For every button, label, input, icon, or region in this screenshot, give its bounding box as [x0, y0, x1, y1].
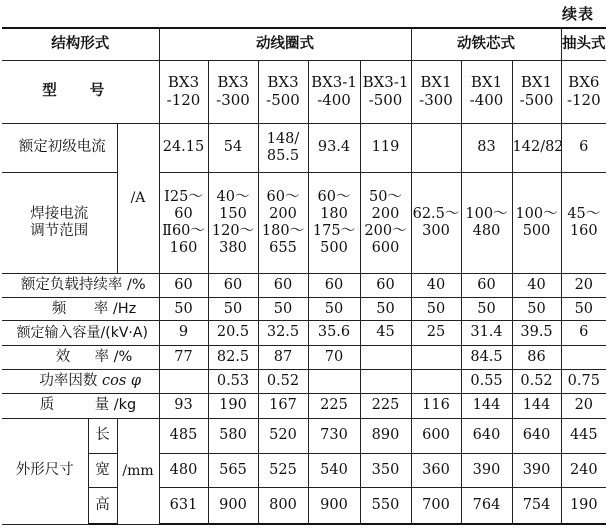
model-line: -400: [469, 90, 504, 109]
frequency-label: [2, 298, 159, 321]
weld-range-cell: [561, 172, 606, 274]
weld-range-line: 180: [320, 205, 348, 222]
height-cell: 800: [258, 488, 308, 524]
primary-current-cell: [561, 123, 606, 172]
weld-range-cell: [461, 172, 512, 274]
model-cell: [159, 60, 208, 123]
duty-cycle-cell: 40: [411, 274, 461, 298]
model-cell: [258, 60, 308, 123]
length-cell: 640: [461, 418, 512, 453]
model-line: -120: [166, 90, 201, 109]
efficiency-cell: [411, 345, 461, 369]
mass-cell: 93: [159, 393, 208, 418]
model-label: 型 号: [2, 60, 159, 123]
efficiency-label-a: 效: [55, 348, 71, 365]
power-factor-label: [2, 369, 159, 393]
input-capacity-cell: 31.4: [461, 321, 512, 346]
length-cell: 520: [258, 418, 308, 453]
weld-range-cell: [258, 172, 308, 274]
primary-current-cell: [461, 123, 512, 172]
weld-range-line: 655: [269, 240, 297, 257]
primary-current-line: 85.5: [266, 147, 300, 164]
header-group-coil: 动线圈式: [159, 28, 411, 60]
duty-cycle-cell: 60: [461, 274, 512, 298]
weld-range-cell: [308, 172, 360, 274]
weld-range-line: 500: [320, 240, 348, 257]
primary-current-cell: [411, 123, 461, 172]
power-factor-cell: [360, 369, 411, 393]
primary-current-cell: [258, 123, 308, 172]
frequency-cell: 50: [360, 298, 411, 321]
mass-cell: 225: [360, 393, 411, 418]
power-factor-cell: 0.75: [561, 369, 606, 393]
efficiency-cell: 77: [159, 345, 208, 369]
efficiency-cell: [360, 345, 411, 369]
duty-cycle-cell: 60: [159, 274, 208, 298]
weld-range-line: 45～: [567, 205, 601, 222]
height-cell: 631: [159, 488, 208, 524]
weld-range-line: 175～: [312, 223, 356, 240]
input-capacity-cell: 45: [360, 321, 411, 346]
efficiency-cell: [561, 345, 606, 369]
frequency-cell: 50: [308, 298, 360, 321]
weld-range-label-line1: 焊接电流: [30, 205, 89, 222]
mass-cell: 225: [308, 393, 360, 418]
weld-range-line: 60～: [317, 188, 351, 205]
primary-current-line: 24.15: [162, 139, 205, 156]
efficiency-cell: 70: [308, 345, 360, 369]
weld-range-cell: [208, 172, 258, 274]
weld-range-line: 600: [371, 240, 400, 257]
mass-cell: 144: [461, 393, 512, 418]
mass-label: [2, 393, 159, 418]
duty-cycle-label: 额定负载持续率 /%: [2, 274, 159, 298]
model-line: -500: [266, 90, 300, 109]
primary-current-cell: [208, 123, 258, 172]
header-group-tap: 抽头式: [561, 28, 606, 60]
weld-range-line: 120～: [211, 223, 255, 240]
weld-range-line: 60: [174, 205, 193, 222]
model-line: BX3: [267, 73, 299, 92]
length-cell: 485: [159, 418, 208, 453]
length-cell: 730: [308, 418, 360, 453]
frequency-label-b: 率 /Hz: [93, 300, 137, 317]
length-cell: 640: [512, 418, 561, 453]
mass-cell: 116: [411, 393, 461, 418]
model-line: -300: [216, 90, 250, 109]
width-cell: 390: [512, 453, 561, 487]
weld-range-label-line2: 调节范围: [30, 223, 89, 240]
width-cell: 350: [360, 453, 411, 487]
model-line: BX1: [420, 73, 452, 92]
input-capacity-cell: 6: [561, 321, 606, 346]
model-line: -120: [566, 90, 601, 109]
width-cell: 390: [461, 453, 512, 487]
primary-current-cell: [159, 123, 208, 172]
model-line: BX3-1: [311, 73, 357, 92]
duty-cycle-cell: 40: [512, 274, 561, 298]
weld-range-line: 180～: [261, 223, 305, 240]
dimensions-unit: /mm: [117, 418, 159, 524]
mass-cell: 190: [208, 393, 258, 418]
frequency-cell: 50: [461, 298, 512, 321]
height-cell: 550: [360, 488, 411, 524]
weld-range-label: [2, 172, 117, 274]
weld-range-line: 100～: [515, 205, 558, 222]
model-cell: [208, 60, 258, 123]
duty-cycle-cell: 60: [258, 274, 308, 298]
length-cell: 890: [360, 418, 411, 453]
model-line: -300: [419, 90, 453, 109]
weld-range-line: 500: [522, 223, 551, 240]
frequency-cell: 50: [411, 298, 461, 321]
frequency-cell: 50: [512, 298, 561, 321]
model-cell: [561, 60, 606, 123]
input-capacity-cell: 32.5: [258, 321, 308, 346]
header-structure: 结构形式: [2, 28, 159, 60]
duty-cycle-cell: 60: [360, 274, 411, 298]
weld-range-line: Ⅱ60～: [162, 223, 205, 240]
height-cell: 754: [512, 488, 561, 524]
welder-spec-table: [2, 27, 606, 525]
weld-range-line: 200: [269, 205, 297, 222]
model-cell: [512, 60, 561, 123]
model-line: -400: [317, 90, 351, 109]
primary-current-cell: [308, 123, 360, 172]
model-line: -500: [519, 90, 554, 109]
model-line: BX3: [167, 73, 200, 92]
model-cell: [360, 60, 411, 123]
length-label: 长: [88, 418, 117, 453]
width-cell: 360: [411, 453, 461, 487]
frequency-label-a: 频: [51, 300, 67, 317]
efficiency-cell: 87: [258, 345, 308, 369]
model-cell: [308, 60, 360, 123]
width-cell: 565: [208, 453, 258, 487]
model-line: BX1: [470, 73, 503, 92]
weld-range-line: 100～: [465, 205, 508, 222]
primary-current-line: 54: [223, 139, 243, 156]
weld-range-line: 160: [169, 240, 198, 257]
frequency-cell: 50: [258, 298, 308, 321]
weld-range-cell: [411, 172, 461, 274]
efficiency-label-b: 率 /%: [94, 348, 133, 365]
weld-range-line: 62.5～: [412, 205, 460, 222]
width-cell: 540: [308, 453, 360, 487]
primary-current-line: 119: [371, 139, 400, 156]
weld-range-line: 200～: [364, 223, 407, 240]
weld-range-line: 40～: [216, 188, 250, 205]
header-group-core: 动铁芯式: [411, 28, 561, 60]
duty-cycle-cell: 60: [308, 274, 360, 298]
power-factor-cell: 0.53: [208, 369, 258, 393]
frequency-cell: 50: [159, 298, 208, 321]
primary-current-cell: [512, 123, 564, 172]
weld-range-line: Ⅰ25～: [164, 188, 203, 205]
power-factor-cell: 0.55: [461, 369, 512, 393]
primary-current-label: 额定初级电流: [2, 123, 117, 172]
efficiency-cell: 84.5: [461, 345, 512, 369]
power-factor-cell: 0.52: [258, 369, 308, 393]
length-cell: 445: [561, 418, 606, 453]
width-cell: 480: [159, 453, 208, 487]
current-unit: /A: [117, 123, 159, 273]
input-capacity-cell: 35.6: [308, 321, 360, 346]
model-line: BX1: [520, 73, 553, 92]
frequency-cell: 50: [561, 298, 606, 321]
primary-current-cell: [360, 123, 411, 172]
weld-range-cell: [360, 172, 411, 274]
mass-cell: 20: [561, 393, 606, 418]
model-line: BX3: [217, 73, 249, 92]
mass-label-b: 量 /kg: [94, 397, 137, 414]
weld-range-line: 200: [371, 205, 400, 222]
height-label: 高: [88, 488, 117, 524]
primary-current-line: 142/82: [512, 139, 564, 156]
primary-current-line: 83: [477, 139, 496, 156]
width-cell: 525: [258, 453, 308, 487]
width-label: 宽: [88, 453, 117, 487]
length-cell: 580: [208, 418, 258, 453]
frequency-cell: 50: [208, 298, 258, 321]
length-cell: 600: [411, 418, 461, 453]
mass-label-a: 质: [39, 397, 55, 414]
dimensions-label: 外形尺寸: [2, 418, 88, 524]
power-factor-cell: 0.52: [512, 369, 561, 393]
width-cell: 240: [561, 453, 606, 487]
power-factor-cell: [411, 369, 461, 393]
primary-current-line: 148/: [266, 130, 300, 147]
weld-range-cell: [159, 172, 208, 274]
height-cell: 700: [411, 488, 461, 524]
model-line: -500: [368, 90, 403, 109]
power-factor-label-text: 功率因数: [39, 372, 98, 389]
weld-range-line: 480: [472, 223, 501, 240]
primary-current-line: 6: [579, 139, 589, 156]
height-cell: 764: [461, 488, 512, 524]
primary-current-line: 93.4: [317, 139, 351, 156]
weld-range-line: 380: [219, 240, 247, 257]
weld-range-line: 160: [569, 223, 598, 240]
continued-label: 续表: [561, 5, 594, 23]
power-factor-cell: [159, 369, 208, 393]
mass-cell: 167: [258, 393, 308, 418]
model-cell: [461, 60, 512, 123]
power-factor-cell: [308, 369, 360, 393]
duty-cycle-cell: 20: [561, 274, 606, 298]
efficiency-cell: 86: [512, 345, 561, 369]
power-factor-symbol: cos φ: [102, 372, 142, 389]
model-line: BX6: [568, 73, 600, 92]
duty-cycle-cell: 60: [208, 274, 258, 298]
input-capacity-cell: 25: [411, 321, 461, 346]
input-capacity-cell: 9: [159, 321, 208, 346]
weld-range-cell: [512, 172, 561, 274]
weld-range-line: 50～: [369, 188, 402, 205]
height-cell: 900: [208, 488, 258, 524]
height-cell: 190: [561, 488, 606, 524]
efficiency-cell: 82.5: [208, 345, 258, 369]
model-cell: [411, 60, 461, 123]
height-cell: 900: [308, 488, 360, 524]
model-line: BX3-1: [362, 73, 409, 92]
efficiency-label: [2, 345, 159, 369]
mass-cell: 144: [512, 393, 561, 418]
weld-range-line: 150: [219, 205, 247, 222]
input-capacity-cell: 20.5: [208, 321, 258, 346]
weld-range-line: 60～: [266, 188, 300, 205]
input-capacity-cell: 39.5: [512, 321, 561, 346]
input-capacity-label: 额定输入容量/(kV·A): [2, 321, 159, 346]
weld-range-line: 300: [422, 223, 450, 240]
